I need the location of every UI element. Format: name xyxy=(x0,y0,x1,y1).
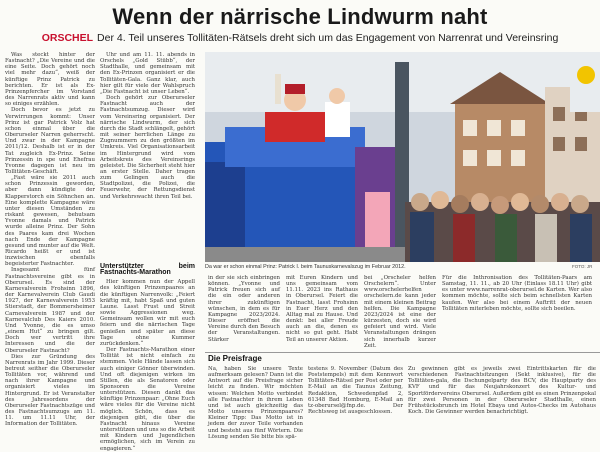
bottom-column: bei „Orscheler helfen Orschelern“. Unter www.orschelerhelfen orschelern.de kann jeder mit einem kleinen Beitrag helfen. Die Kampagne 2023/2024 ist eine der kürzesten, doch sie wird gefeiert und wird. Viele Veranstaltungen drängen sich innerhalb kurzer Zeit. xyxy=(364,275,436,349)
paragraph: Hier kommen nun der Appell des künftigen Prinzenpaares an die künftigen Narrenvolk: „Feiert kräftig mit, habt Spaß und guten Laune. Lasst Frust und Streit sowie Aggressionen weg. Gemeinsam wollen wir mit euch feiern und die närrischen Tage genießen und später an diese Tage ohne Kummer zurückdenken.“ xyxy=(100,279,195,347)
photo-caption: Da war er schon einmal Prinz: Patrick I. beim Taunuskarnevalszug im Februar 2012. xyxy=(205,264,406,270)
headline: Wenn der närrische Lindwurm naht xyxy=(112,4,488,29)
section-subhead: Unterstützter beim Fastnachts-Marathon xyxy=(100,263,195,277)
bottom-column: Für die Inthronisation des Tollitäten-Paars am Samstag, 11. 11., ab 20 Uhr (Einlass 18.11 Uhr) gibt es unter www.narrenrat-oberursel.de Karten. Wer also kommen möchte, sollte sich beim schnellsten Karten kaufen. Wer also bei einem Auftritt der neuen Tollitäten miterleben möchte, sollte sich beeilen. xyxy=(442,275,592,312)
preisfrage-column: Zu gewinnen gibt es jeweils zwei Eintrittskarten für die verschiedenen Fastnachtsitzungen (Sekt inklusive), für die Tollitäten-gala, die Dschungelparty des BCV, die Hauptparty des KVF und für das Neujahrskonzert des Kultur- und Sportfördervereins Oberursel. Außerdem gibt es einen Prinzenpokal für zwei Personen in der Oberurseler Stadthalle, einen Frühstücksbrunch im Hotel Ebaya und Autos-Checks im Autohaus Koch. Die Gewinner werden benachrichtigt. xyxy=(408,366,596,416)
article-column-3 xyxy=(100,262,195,452)
parade-photo xyxy=(205,52,600,262)
paragraph: Dies zur Gründung des Narrenrats im Jahr 1999. Dieser betreut seither die Oberurseler Tollitäten vor, während und nach ihrer Kampagne und organisiert vieles im Hintergrund. Er ist Veranstalter des Jahresordens der Oberurseler Fastnachtszüge und des Fastnachtsumzugs am 11. 11. um 11.11 Uhr, der Information der Tollitäten. xyxy=(5,353,95,428)
bottom-column: mit Euren Kindern und uns gemeinsam vom 11.11. 2023 ins Rathaus in Oberursel. Feiert die Fastnacht, lasst Frohsinn in Euer Herz und den Alltag mal zu Hause. Und denkt: bei aller Freude auch an die, denen es nicht so gut geht. Habt Teil an unserer Aktion. xyxy=(286,275,358,343)
paragraph: Insgesamt fünf Fastnachtsvereine gibt es in Oberursel. Es sind der Karnevalverein Frohsinn 1896, der Karnevalverein Club Gaudi 1927, der Karnevalverein 1953 Stierstadt, der Bommersheimer Carnevalverein 1987 und der Karnevalclub Des Kaiers 2010. Und Yvonne, die es umso „einem Hut“ zu bringen gilt. Doch wer vertritt ihre Interessen und die der Oberurseler Fastnacht? xyxy=(5,267,95,354)
preisfrage-column: Na, haben Sie unsere Texte aufmerksam gelesen? Dann ist die Antwort auf die Preisfrage sicher leicht zu finden. Wir möchten wissen: Welchen Motto verbindet alle Fastnachter in ihrem Leben und ist auch gleichzeitig das Motto unseres Prinzenpaares? Kleiner Tipp: Das Motto ist in jedem der zuvor Teile vorhanden und besteht aus fünf Wörtern. Die Lösung senden Sie bitte bis spä- xyxy=(208,366,303,440)
article-column-1 xyxy=(5,52,95,434)
preisfrage-column: testens 9. November (Datum des Poststempels) mit dem Kennwort Tollitäten-Rätsel per Post oder per E-Mail an die Taunus Zeitung, Redaktion, Schwedenpfad 2, 61348 Bad Homburg, E-Mail an tz-oberursel@fnp.de. Der Rechtsweg ist ausgeschlossen. xyxy=(308,366,403,416)
preisfrage-heading: Die Preisfrage xyxy=(208,354,262,363)
subline-text: Der 4. Teil unseres Tollitäten-Rätsels dreht sich um das Engagement von Narrenrat und Vereinsring xyxy=(97,32,559,44)
paragraph: „Fast wäre sie 2011 auch schon Prinzessin geworden, aber dann kündigte der Klapperstorch ein Söhnchen an. Eine komplette Kampagne wäre unter diesen Umständen zu riskant gewesen, behutsam Yvonne damals und Patrick wurde alleine Prinz. Der Sohn des Paares kam drei Wochen nach Ende der Kampagne gesund und munter auf die Welt. Ricardo heißt er und ist inzwischen ebenfalls begeisterter Fastnachter. xyxy=(5,175,95,268)
paragraph: Der Fastnachts-Marathon einer Tollität ist nicht einfach zu stemmen. Viele Hände lassen sich auch einiger Gönner überwinden. Und oft diejenigen wirken im Stillen, die als Senatoren oder Sponsoren die Vereine unterstützen. Diesen dankt das künftige Prinzenpaar: „Ohne Euch wäre vieles für die Vereine nicht möglich. Schön, dass es diejenigen gibt, die über die Fastnacht hinaus Vereine unterstützen und uns so die Arbeit mit Kindern und Jugendlichen ermöglichen, sich im Verein zu engagieren.“ xyxy=(100,347,195,452)
paragraph: Doch gehört zur Oberurseler Fastnacht auch der Fastnachtsumzug. Dieser wird vom Vereinsring organisiert. Der närrische Lindwurm, der sich durch die Stadt schlängelt, gehört mit seiner herrlichen Länge zu Zugnummern zu den größten im Umkreis. Viel Organisationsarbeit im Hintergrund wird vom Arbeitskreis des Vereinsrings geleistet. Die Sicherheit steht hier an erster Stelle. Daher tragen zum Gelingen auch die Stadtpolizei, die Polizei, die Feuerwehr, der Rettungsdienst und Verkehrswacht ihren Teil bei. xyxy=(100,95,195,200)
paragraph: Doch bevor es jetzt zu Verwirrungen kommt: Unser Prinz ist gar Patrick Volz hat schon einmal über die Oberurseler Narren geherrscht. Und zwar in der Kampagne 2011/12. Deshalb ist er in der Tat zugleich Ex-Prinz. Seine Prinzessin in spe und Ehefrau Yvonne dagegen ist neu im Tollitäten-Geschäft. xyxy=(5,107,95,175)
location-tag: ORSCHEL xyxy=(41,32,94,44)
paragraph: Was steckt hinter der Fastnacht? „Die Vereine und die eine Seite. Doch gehört noch viel mehr dazu“, weiß der künftige Prinz Patrick zu berichten. Er ist als Ex-Prinzenpfercher im Vorstand des Narrenrats aktiv und kann so einiges erzählen. xyxy=(5,52,95,108)
photo-credit: FOTO: JR xyxy=(572,264,593,269)
subline xyxy=(0,32,600,44)
article-column-2 xyxy=(100,52,195,262)
section-divider xyxy=(205,352,600,353)
bottom-column: in der sie sich einbringen können. „Yvonne und Patrick freuen sich auf die ein oder anderen ihrer zukünftigen wünschen, in dem es für Kampagne 2023/2024. Dieser eröffnet die Vereine durch den Besuch der Veranstaltungen. Stärker xyxy=(208,275,280,343)
paragraph: Uhr und am 11. 11. abends in Orschels „Gold Stübb“, der Stadthalle, und gemeinsam mit den Ex-Prinzen organisiert er die Tollitäten-Gala. Ganz klar, auch hier gilt für viele der Wahlspruch „Die Fastnacht ist unser Leben“. xyxy=(100,52,195,95)
article-bottom-columns xyxy=(205,275,600,350)
